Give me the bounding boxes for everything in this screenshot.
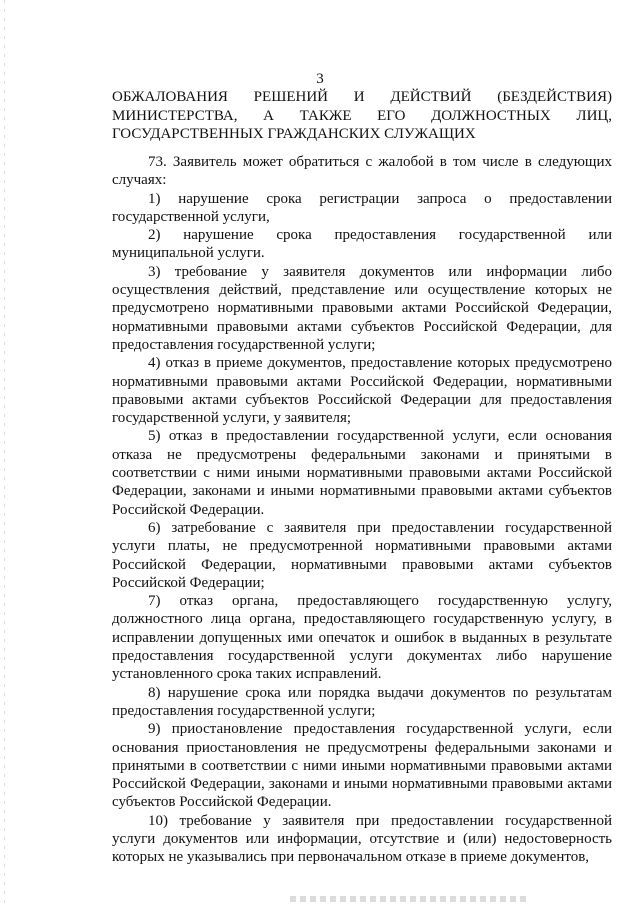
body-text: [112, 153, 612, 867]
list-item-2: 2) нарушение срока предоставления государственной или муниципальной услуги.: [112, 227, 612, 262]
bottom-scan-marks: [290, 896, 530, 902]
list-item-7: 7) отказ органа, предоставляющего государственную услугу, должностного лица органа, предоставляющего государственную услугу, в исправлении допущенных ими опечаток и ошибок в выданных в результате предоставления государственной услуги документах либо нарушение установленного срока таких исправлений.: [112, 593, 612, 683]
list-item-8: 8) нарушение срока или порядка выдачи документов по результатам предоставления государственной услуги;: [112, 684, 612, 719]
list-item-10: 10) требование у заявителя при предоставлении государственной услуги документов или информации, отсутствие и (или) недостоверность которых не указывались при первоначальном отказе в приеме документов,: [112, 812, 612, 866]
section-heading: [112, 88, 612, 144]
paragraph-73: 73. Заявитель может обратиться с жалобой в том числе в следующих случаях:: [112, 154, 612, 189]
page-number: 3: [316, 71, 324, 87]
heading-line-2: МИНИСТЕРСТВА, А ТАКЖЕ ЕГО ДОЛЖНОСТНЫХ ЛИЦ,: [112, 107, 612, 124]
list-item-4: 4) отказ в приеме документов, предоставление которых предусмотрено нормативными правовыми актами Российской Федерации, нормативными правовыми актами субъектов Российской Федерации для предоставления государственной услуги, у заявителя;: [112, 355, 612, 427]
scan-edge-artifact: [4, 0, 5, 905]
list-item-9: 9) приостановление предоставления государственной услуги, если основания приостановления не предусмотрены федеральными законами и принятыми в соответствии с ними иными нормативными правовыми актами Российской Федерации, законами и иными нормативными правовыми актами субъектов Российской Федерации.: [112, 721, 612, 811]
list-item-3: 3) требование у заявителя документов или информации либо осуществления действий, представление или осуществление которых не предусмотрено нормативными правовыми актами Российской Федерации, нормативными правовыми актами субъектов Российской Федерации, для предоставления государственной услуги;: [112, 263, 612, 353]
list-item-5: 5) отказ в предоставлении государственной услуги, если основания отказа не предусмотрены федеральными законами и принятыми в соответствии с ними иными нормативными правовыми актами Российской Федерации, законами и иными нормативными правовыми актами субъектов Российской Федерации.: [112, 428, 612, 518]
list-item-6: 6) затребование с заявителя при предоставлении государственной услуги платы, не предусмотренной нормативными правовыми актами Российской Федерации, нормативными правовыми актами субъектов Российской Федерации;: [112, 519, 612, 591]
heading-line-3: ГОСУДАРСТВЕННЫХ ГРАЖДАНСКИХ СЛУЖАЩИХ: [112, 126, 476, 142]
list-item-1: 1) нарушение срока регистрации запроса о предоставлении государственной услуги,: [112, 190, 612, 225]
heading-line-1: ОБЖАЛОВАНИЯ РЕШЕНИЙ И ДЕЙСТВИЙ (БЕЗДЕЙСТВИЯ): [112, 89, 612, 105]
